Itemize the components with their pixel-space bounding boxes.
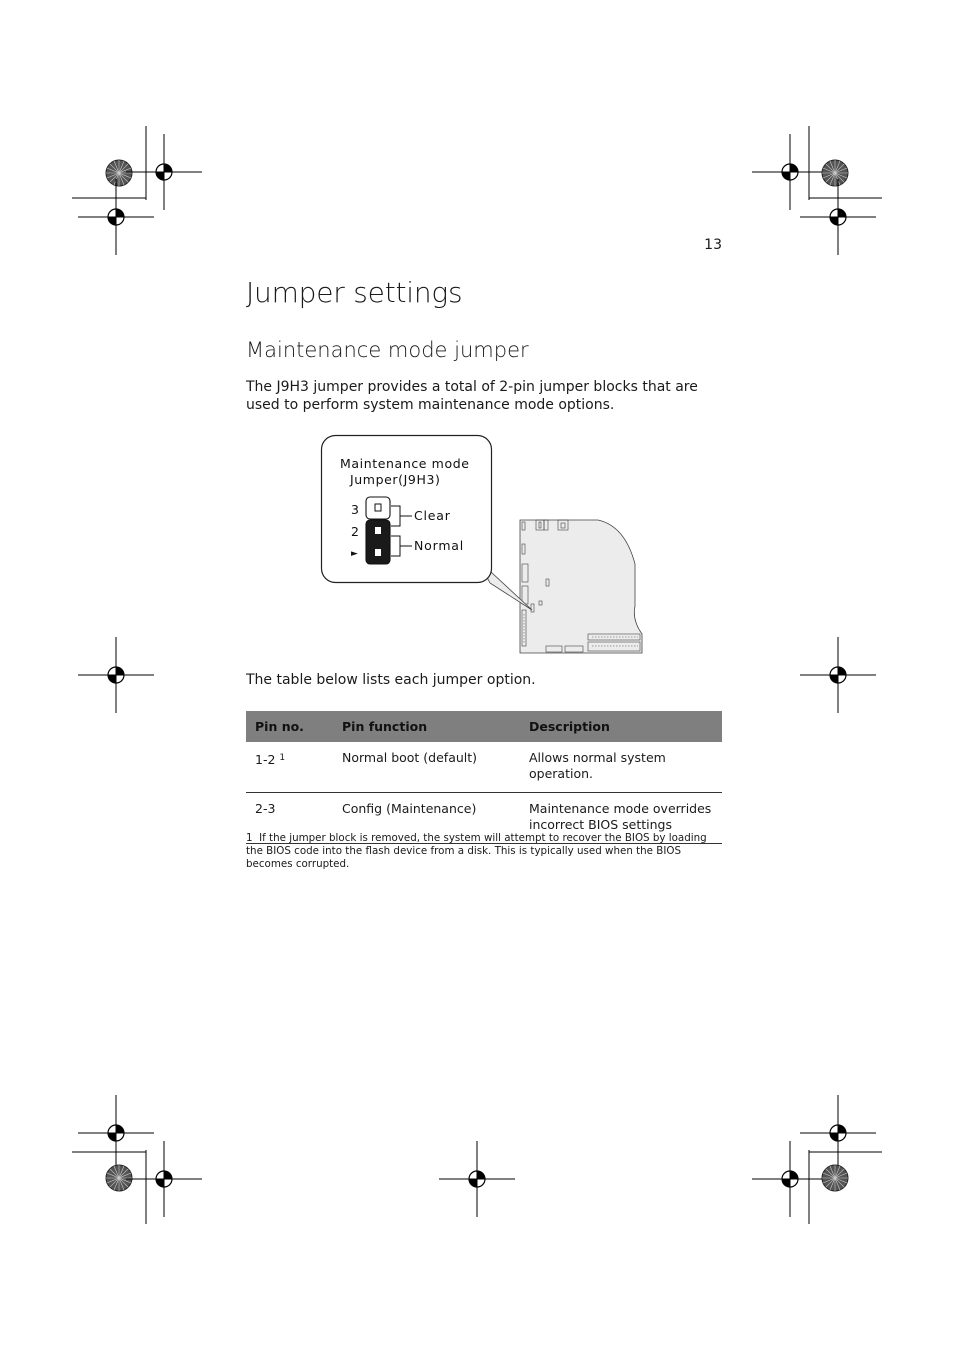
motherboard-outline	[520, 520, 642, 653]
cell-function: Config (Maintenance)	[333, 793, 520, 844]
cell-description: Allows normal system operation.	[520, 742, 722, 793]
callout-title-line2: Jumper(J9H3)	[350, 472, 441, 487]
clear-label: Clear	[414, 508, 451, 523]
header-description: Description	[520, 711, 722, 742]
normal-label: Normal	[414, 538, 465, 553]
table-intro: The table below lists each jumper option.	[246, 672, 536, 688]
intro-paragraph: The J9H3 jumper provides a total of 2-pin jumper blocks that are used to perform system maintenance mode options.	[246, 379, 698, 413]
footnote-text: If the jumper block is removed, the system will attempt to recover the BIOS by loading the BIOS code into the flash device from a disk. This is typically used when the BIOS becomes corrupted.	[246, 832, 707, 870]
cell-description: Maintenance mode overrides incorrect BIOS settings	[520, 793, 722, 844]
cell-pin	[246, 742, 333, 793]
callout-title-line1: Maintenance mode	[340, 456, 470, 471]
pin-2-label: 2	[351, 524, 359, 539]
header-pin-no: Pin no.	[246, 711, 333, 742]
pin-1-marker: ►	[351, 549, 358, 559]
pin-3-open	[366, 497, 390, 519]
footnote	[246, 832, 726, 871]
page-number: 13	[704, 237, 722, 253]
jumper-diagram	[320, 434, 646, 656]
header-pin-function: Pin function	[333, 711, 520, 742]
page-title: Jumper settings	[246, 276, 463, 309]
section-heading: Maintenance mode jumper	[246, 338, 529, 362]
footnote-marker: 1	[246, 832, 253, 844]
cell-function: Normal boot (default)	[333, 742, 520, 793]
pin-3-label: 3	[351, 502, 359, 517]
table-header-row	[246, 711, 722, 742]
footnote-ref: 1	[279, 753, 286, 763]
pin-value: 1-2	[255, 752, 276, 767]
table-row	[246, 742, 722, 793]
jumper-cap	[366, 520, 390, 564]
pin-value: 2-3	[255, 801, 276, 816]
jumper-table	[246, 711, 722, 844]
